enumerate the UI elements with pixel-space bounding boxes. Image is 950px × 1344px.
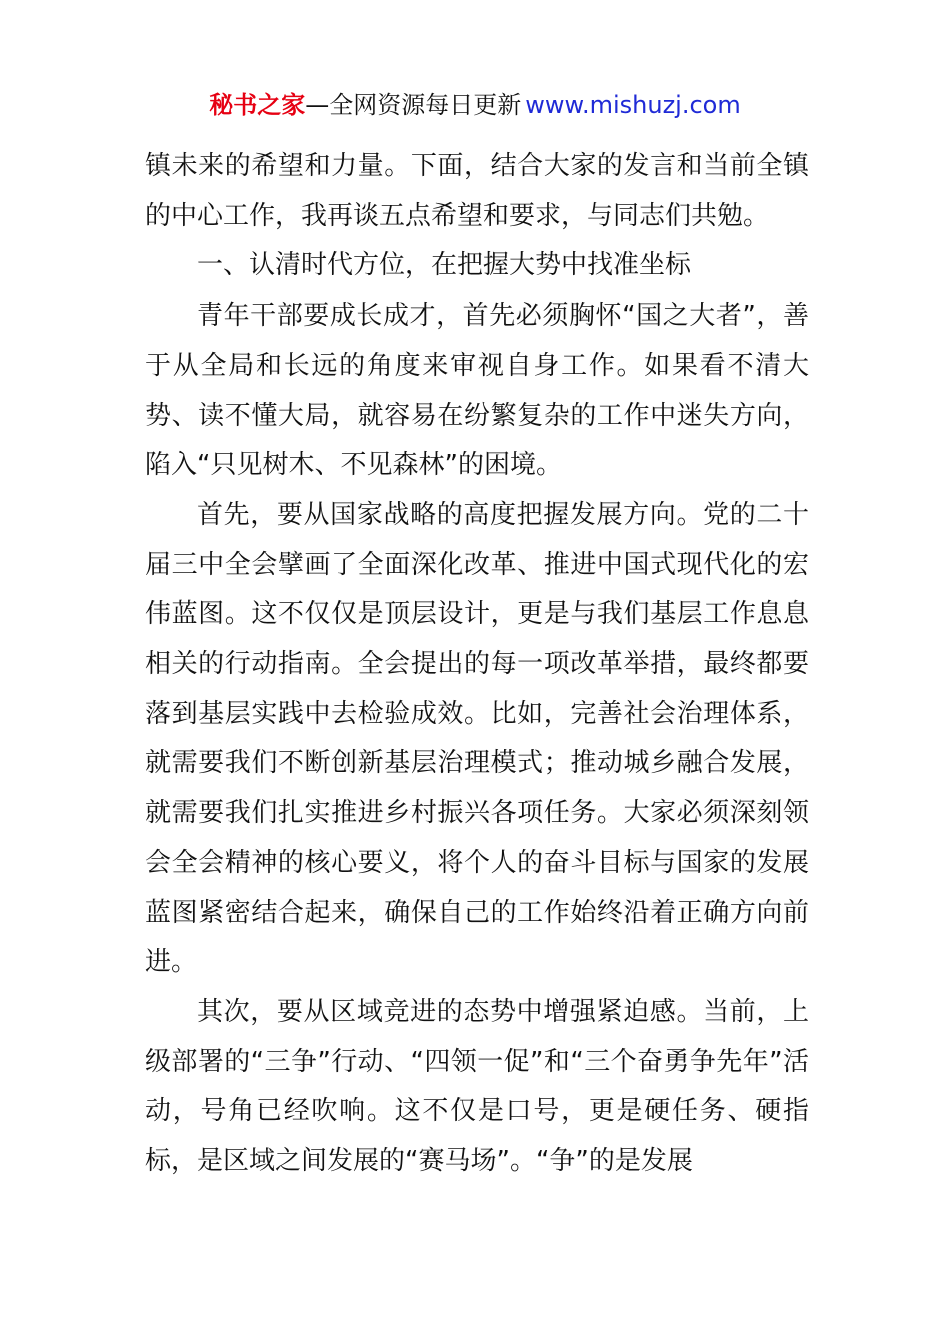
section-heading: 一、认清时代方位，在把握大势中找准坐标 — [197, 250, 692, 281]
site-tagline: —全网资源每日更新 — [305, 91, 522, 119]
site-brand: 秘书之家 — [209, 91, 306, 119]
paragraph: 首先，要从国家战略的高度把握发展方向。党的二十届三中全会擘画了全面深化改革、推进中国式现代化的宏伟蓝图。这不仅仅是顶层设计，更是与我们基层工作息息相关的行动指南。全会提出的每一项改革举措，最终都要落到基层实践中去检验成效。比如，完善社会治理体系，就需要我们不断创新基层治理模式；推动城乡融合发展，就需要我们扎实推进乡村振兴各项任务。大家必须深刻领会全会精神的核心要义，将个人的奋斗目标与国家的发展蓝图紧密结合起来，确保自己的工作始终沿着正确方向前进。 — [145, 499, 809, 978]
paragraph: 其次，要从区域竞进的态势中增强紧迫感。当前，上级部署的“三争”行动、“四领一促”和“三个奋勇争先年”活动，号角已经吹响。这不仅是口号，更是硬任务、硬指标，是区域之间发展的“赛马场”。“争”的是发展 — [145, 996, 809, 1177]
document-body — [145, 142, 809, 1187]
paragraph: 青年干部要成长成才，首先必须胸怀“国之大者”，善于从全局和长远的角度来审视自身工作。如果看不清大势、读不懂大局，就容易在纷繁复杂的工作中迷失方向，陷入“只见树木、不见森林”的困境。 — [145, 301, 809, 481]
paragraph-continuation: 镇未来的希望和力量。下面，结合大家的发言和当前全镇的中心工作，我再谈五点希望和要求，与同志们共勉。 — [145, 151, 809, 231]
site-header — [0, 88, 950, 122]
site-url[interactable]: www.mishuzj.com — [525, 91, 741, 119]
